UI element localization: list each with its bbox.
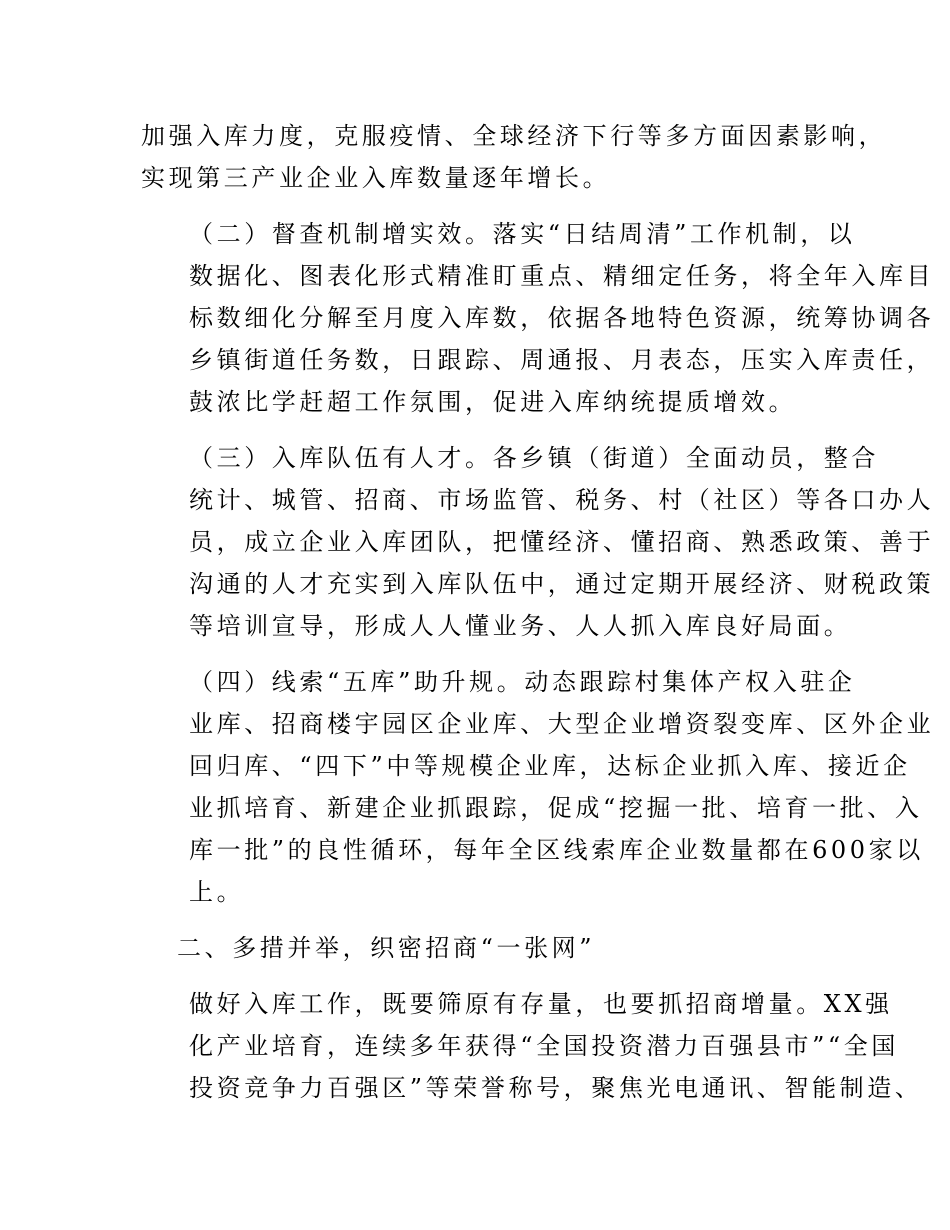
section-heading	[141, 927, 813, 969]
text-line: 沟通的人才充实到入库队伍中，通过定期开展经济、财税政策	[189, 570, 935, 598]
text-line: （二）督查机制增实效。落实“日结周清”工作机制，以	[189, 220, 856, 248]
text-line: 二、多措并举，织密招商“一张网”	[177, 934, 596, 962]
paragraph-investment	[141, 983, 923, 1109]
text-line: 投资竞争力百强区”等荣誉称号，聚焦光电通讯、智能制造、	[189, 1074, 923, 1102]
text-line: 实现第三产业企业入库数量逐年增长。	[141, 164, 611, 192]
text-line: 数据化、图表化形式精准盯重点、精细定任务，将全年入库目	[189, 262, 935, 290]
text-line: 等培训宣导，形成人人懂业务、人人抓入库良好局面。	[189, 612, 852, 640]
text-line: 业抓培育、新建企业抓跟踪，促成“挖掘一批、培育一批、入	[189, 794, 923, 822]
text-line: 上。	[189, 878, 245, 906]
paragraph-supervision	[141, 213, 935, 423]
text-line: 乡镇街道任务数，日跟踪、周通报、月表态，压实入库责任，	[189, 346, 935, 374]
text-line: 统计、城管、招商、市场监管、税务、村（社区）等各口办人	[189, 486, 935, 514]
text-line: 鼓浓比学赶超工作氛围，促进入库纳统提质增效。	[189, 388, 797, 416]
paragraph-continuation	[141, 115, 887, 199]
document-body	[141, 115, 935, 1123]
text-line: 业库、招商楼宇园区企业库、大型企业增资裂变库、区外企业	[189, 710, 935, 738]
text-line: 做好入库工作，既要筛原有存量，也要抓招商增量。XX强	[189, 990, 893, 1018]
text-line: 加强入库力度，克服疫情、全球经济下行等多方面因素影响，	[141, 122, 887, 150]
paragraph-five-libraries	[141, 661, 935, 913]
text-line: 回归库、“四下”中等规模企业库，达标企业抓入库、接近企	[189, 752, 911, 780]
text-line: 标数细化分解至月度入库数，依据各地特色资源，统筹协调各	[189, 304, 935, 332]
text-line: 员，成立企业入库团队，把懂经济、懂招商、熟悉政策、善于	[189, 528, 935, 556]
text-line: 库一批”的良性循环，每年全区线索库企业数量都在600家以	[189, 836, 924, 864]
text-line: （三）入库队伍有人才。各乡镇（街道）全面动员，整合	[189, 444, 879, 472]
paragraph-team	[141, 437, 935, 647]
text-line: （四）线索“五库”助升规。动态跟踪村集体产权入驻企	[189, 668, 856, 696]
text-line: 化产业培育，连续多年获得“全国投资潜力百强县市”“全国	[189, 1032, 900, 1060]
